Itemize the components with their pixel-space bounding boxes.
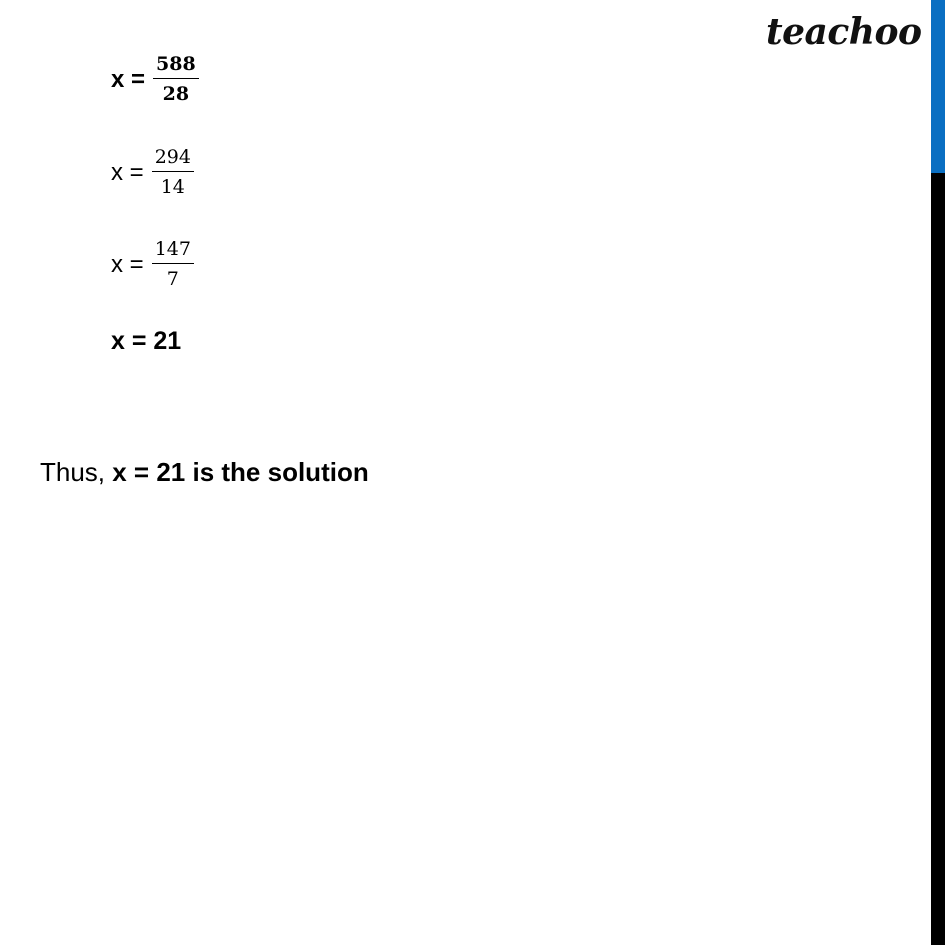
equation-lhs: x = xyxy=(111,65,146,93)
equation-result: x = 21 xyxy=(111,327,182,355)
equation-step-1 xyxy=(111,55,199,104)
fraction xyxy=(152,240,194,289)
conclusion xyxy=(40,458,369,487)
conclusion-emphasis: x = 21 is the solution xyxy=(112,457,369,487)
side-bar-dark xyxy=(931,173,945,945)
fraction xyxy=(153,55,199,104)
conclusion-prefix: Thus, xyxy=(40,457,113,487)
fraction-numerator: 588 xyxy=(153,55,199,79)
equation-lhs: x = xyxy=(111,250,144,278)
fraction-denominator: 28 xyxy=(162,83,190,105)
equation-lhs: x = xyxy=(111,158,144,186)
fraction-denominator: 14 xyxy=(160,176,185,198)
equation-step-2 xyxy=(111,148,194,197)
fraction-denominator: 7 xyxy=(166,268,179,290)
teachoo-logo: teachoo xyxy=(766,11,922,53)
side-bar xyxy=(931,0,945,945)
side-bar-accent xyxy=(931,0,945,173)
fraction xyxy=(152,148,194,197)
equation-step-3 xyxy=(111,240,194,289)
fraction-numerator: 294 xyxy=(152,148,194,172)
fraction-numerator: 147 xyxy=(152,240,194,264)
